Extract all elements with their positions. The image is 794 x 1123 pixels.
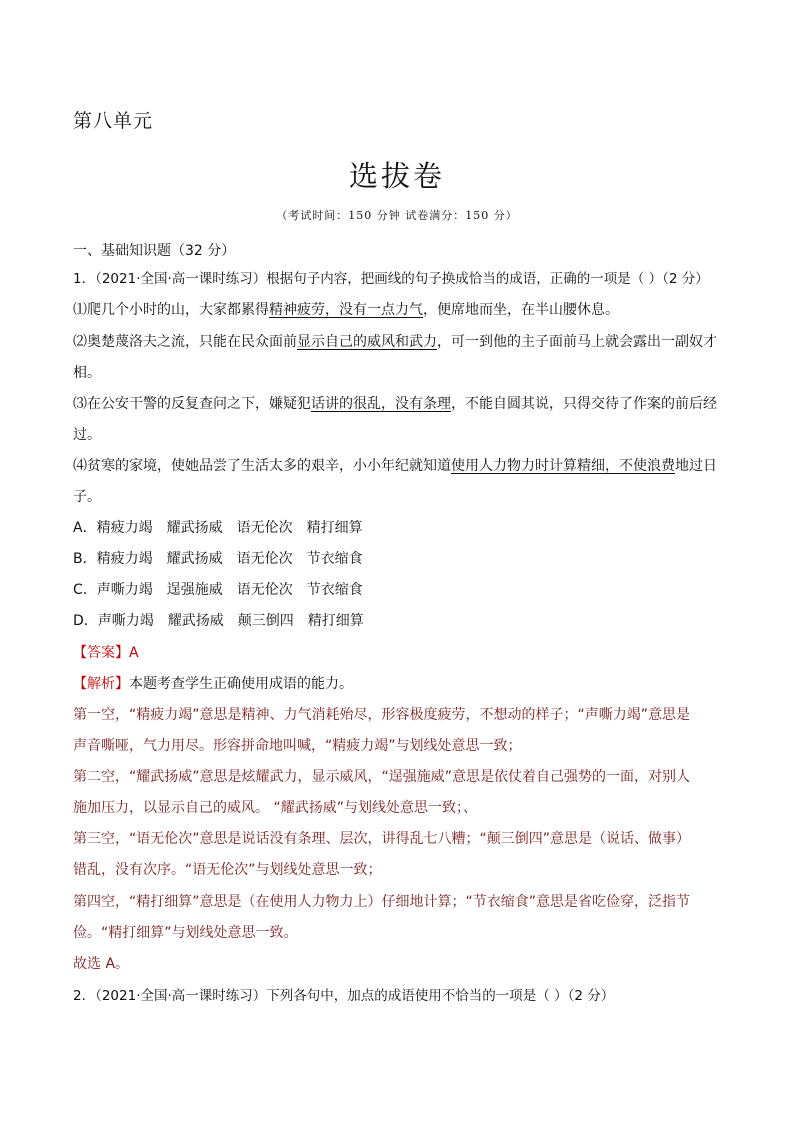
q1-s2-underlined: 显示自己的威风和武力 [297,334,437,350]
option-b-word-1: 精疲力竭 [96,551,153,567]
option-b-word-3: 语无伦次 [236,551,293,567]
q1-s1-pre: ⑴爬几个小时的山，大家都累得 [73,302,269,318]
option-a-word-4: 精打细算 [306,520,363,536]
question-2-stem: 2．（2021·全国·高一课时练习）下列各句中，加点的成语使用不恰当的一项是（ ）（2 分） [73,988,615,1004]
q1-s2-continued: 相。 [73,365,101,381]
option-c [73,580,377,600]
q1-s3-post: ，不能自圆其说，只得交待了作案的前后经 [451,396,717,412]
option-d [73,611,378,631]
conclusion: 故选 A。 [73,956,130,972]
q1-s4-underlined: 使用人力物力时计算精细，不使浪费 [451,458,675,474]
q1-sentence-2 [73,332,717,352]
q1-s4-pre: ⑷贫寒的家境，使她品尝了生活太多的艰辛，小小年纪就知道 [73,458,451,474]
option-a-word-2: 耀武扬威 [166,520,223,536]
analysis-text-line: 施加压力，以显示自己的威风。 “耀武扬威”与划线处意思一致；、 [73,800,477,816]
q1-s3-pre: ⑶在公安干警的反复查问之下，嫌疑犯 [73,396,311,412]
answer-tag: 【答案】 [73,645,129,661]
analysis-tag: 【解析】 [73,676,129,692]
option-d-word-3: 颠三倒四 [237,613,294,629]
option-c-word-4: 节衣缩食 [306,582,363,598]
q1-s2-post: ，可一到他的主子面前马上就会露出一副奴才 [437,334,717,350]
q1-s1-post: ，便席地而坐，在半山腰休息。 [423,302,619,318]
q1-s1-underlined: 精神疲劳，没有一点力气 [269,302,423,318]
analysis-intro: 本题考查学生正确使用成语的能力。 [129,676,353,692]
option-c-word-1: 声嘶力竭 [96,582,153,598]
option-a-word-3: 语无伦次 [236,520,293,536]
option-d-word-4: 精打细算 [307,613,364,629]
analysis-line [73,674,353,694]
q1-s4-continued: 子。 [73,489,101,505]
analysis-text-line: 俭。“精打细算”与划线处意思一致。 [73,925,298,941]
page-title: 选拔卷 [348,159,445,193]
answer-line [73,643,139,663]
option-d-label: D． [73,613,98,629]
unit-title: 第八单元 [73,110,154,132]
q1-s4-post: 地过日 [675,458,717,474]
exam-info: （考试时间：150 分钟 试卷满分：150 分） [276,209,518,222]
option-d-word-1: 声嘶力竭 [97,613,154,629]
q1-s2-pre: ⑵奥楚蔑洛夫之流，只能在民众面前 [73,334,297,350]
option-c-word-2: 逞强施威 [166,582,223,598]
q1-sentence-3 [73,394,717,414]
option-b [73,549,377,569]
option-c-label: C． [73,582,97,598]
option-a-word-1: 精疲力竭 [96,520,153,536]
option-d-word-2: 耀武扬威 [167,613,224,629]
q1-sentence-4 [73,456,717,476]
answer-value: A [129,645,139,661]
analysis-text-line: 错乱，没有次序。“语无伦次”与划线处意思一致； [73,862,382,878]
analysis-text-line: 第二空，“耀武扬威”意思是炫耀武力，显示威风，“逞强施威”意思是依仗着自己强势的一面，对别人 [73,769,691,785]
q1-s3-continued: 过。 [73,427,101,443]
option-b-word-2: 耀武扬威 [166,551,223,567]
analysis-text-line: 声音嘶哑，气力用尽。形容拼命地叫喊，“精疲力竭”与划线处意思一致； [73,738,522,754]
analysis-text-line: 第四空，“精打细算”意思是（在使用人力物力上）仔细地计算；“节衣缩食”意思是省吃俭穿，泛指节 [73,894,691,910]
question-1-stem: 1．（2021·全国·高一课时练习）根据句子内容，把画线的句子换成恰当的成语，正确的一项是（ ）（2 分） [73,271,709,287]
q1-s3-underlined: 话讲的很乱，没有条理 [311,396,451,412]
q1-sentence-1 [73,300,619,320]
option-a [73,518,377,538]
analysis-text-line: 第一空，“精疲力竭”意思是精神、力气消耗殆尽，形容极度疲劳，不想动的样子；“声嘶力竭”意思是 [73,707,691,723]
option-b-label: B． [73,551,97,567]
section-heading: 一、基础知识题（32 分） [73,243,236,259]
analysis-text-line: 第三空，“语无伦次”意思是说话没有条理、层次，讲得乱七八糟；“颠三倒四”意思是（说话、做事） [73,831,691,847]
option-b-word-4: 节衣缩食 [306,551,363,567]
option-a-label: A． [73,520,97,536]
option-c-word-3: 语无伦次 [236,582,293,598]
